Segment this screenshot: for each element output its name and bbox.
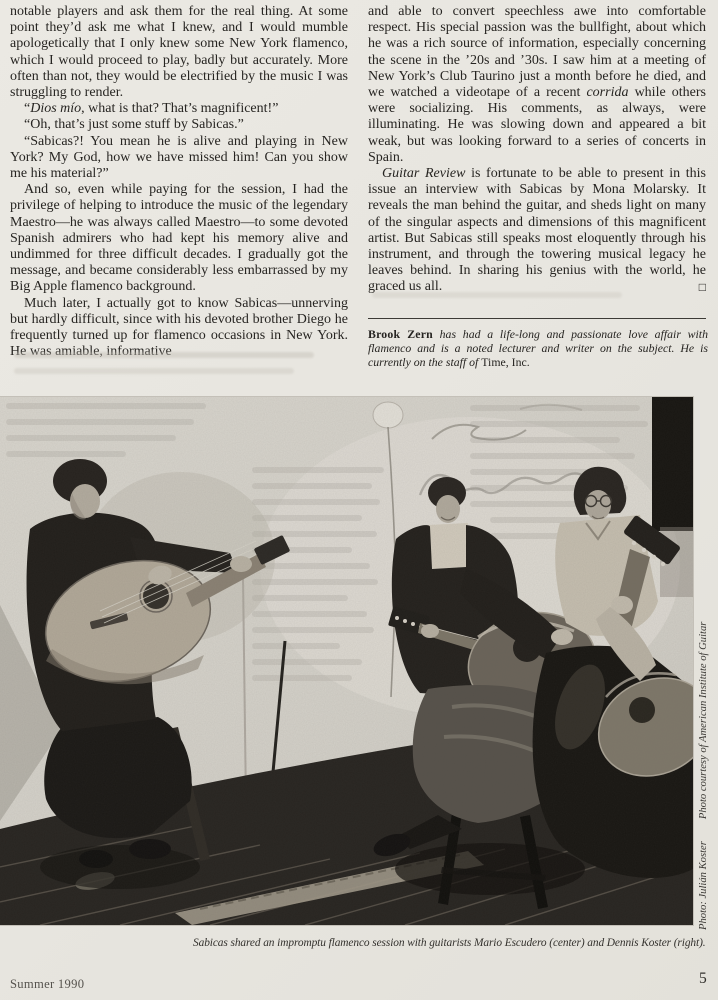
end-of-article-mark: □ [698, 280, 706, 295]
author-name: Brook Zern [368, 327, 433, 341]
paragraph [368, 4, 706, 166]
quote-rest: , what is that? That’s magnificent!” [81, 101, 279, 117]
quote-line [10, 101, 348, 117]
quote-line: “Oh, that’s just some stuff by Sabicas.” [24, 117, 244, 133]
bleedthrough-line [372, 292, 622, 298]
author-bio [368, 328, 708, 369]
bio-divider-rule [368, 318, 706, 319]
footer-page-number: 5 [699, 970, 707, 987]
paragraph [368, 166, 706, 296]
bleedthrough-line [14, 352, 314, 358]
photo-credit-photographer: Photo: Julián Koster [698, 841, 709, 930]
text-run: is fortunate to be able to present in this issue an interview with Sabicas by Mona Molarsky. It reveals the man behind the guitar, and sheds light on many of the singular aspects and dimensions of this magnificent artist. But Sabicas still speaks most eloquently through his instrument, and through the towering musical legacy he leaves behind. In sharing his genius with the world, he graced us all. [368, 166, 706, 295]
photo-illustration [0, 397, 693, 925]
text-run: while others were socializing. His comments, as always, were illuminating. He was slowing down and appeared a bit weak, but was looking forward to a series of concerts in Spain. [368, 85, 706, 165]
photo-caption: Sabicas shared an impromptu flamenco session with guitarists Mario Escudero (center) and Dennis Koster (right). [193, 937, 706, 949]
text-run: and able to convert speechless awe into comfortable respect. His special passion was the bullfight, about which he was a rich source of information, especially concerning the scene in the ’20s and ’30s. I saw him at a meeting of New York’s Club Taurino just a month before he died, and we watched a videotape of a recent [368, 4, 706, 101]
bio-text: has had a life-long and passionate love affair with flamenco and is a noted lecturer and writer on the subject. He is currently on the staff of [368, 327, 708, 369]
photo-flamenco-session [0, 397, 693, 925]
right-column [368, 4, 706, 296]
paragraph: And so, even while paying for the session, I had the privilege of helping to introduce the music of the legendary Maestro—he was always called Maestro—to some devoted Spanish admirers who had kept his memory alive and undimmed for three difficult decades. I gradually got the message, and became considerably less embarrassed by my Big Apple flamenco background. [10, 182, 348, 295]
italic-phrase: corrida [586, 85, 629, 101]
paragraph: notable players and ask them for the real thing. At some point they’d ask me what I knew, and I would mumble apologetically that I only knew some New York flamenco, which I would proceed to play, badly but accurately. More often than not, they would be electrified by the music I was struggling to render. [10, 4, 348, 101]
photo-credit-courtesy: Photo courtesy of American Institute of Guitar [698, 621, 709, 820]
quote-line: “Sabicas?! You mean he is alive and playing in New York? My God, how we have missed him! Can you show me his material?” [10, 133, 348, 182]
italic-phrase: Guitar Review [382, 166, 466, 182]
bleedthrough-line [14, 368, 294, 374]
photo-grain [0, 397, 693, 925]
bio-company: Time, Inc. [481, 354, 530, 369]
quote-open: “ [24, 101, 31, 117]
italic-phrase: Dios mío [30, 101, 82, 117]
left-column [10, 4, 348, 360]
photo-credit [698, 402, 713, 930]
footer-issue-date: Summer 1990 [10, 977, 85, 991]
paragraph: Much later, I actually got to know Sabicas—unnerving but hardly difficult, since with his devoted brother Diego he frequently turned up for flamenco occasions in New York. He was amiable, informative [10, 295, 348, 360]
